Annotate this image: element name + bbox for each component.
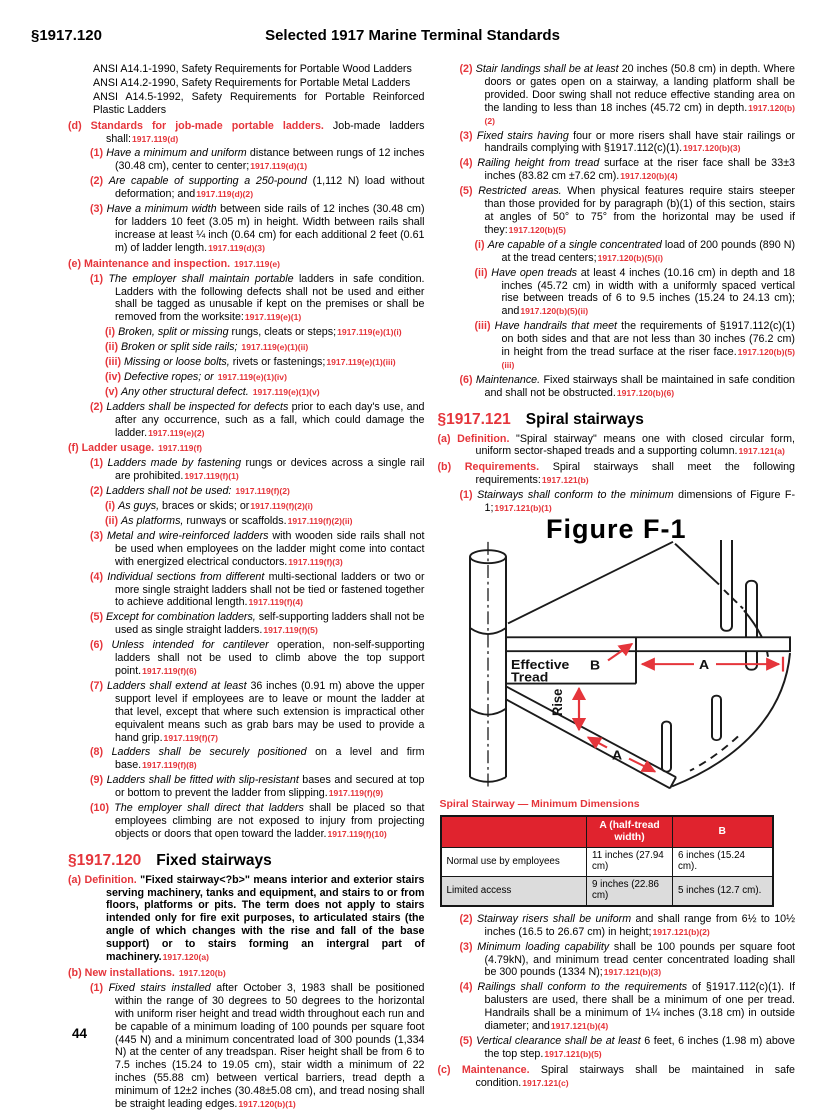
section-title: Spiral stairways	[525, 410, 644, 428]
paragraph-lead: Stair landings shall be at least	[475, 63, 622, 75]
citation-ref: 1917.121(b)(3)	[603, 967, 662, 978]
paragraph-lead: As platforms,	[121, 515, 187, 527]
paragraph-heading: New installations.	[84, 967, 178, 979]
citation-ref: 1917.120(b)(4)	[620, 171, 678, 182]
paragraph-text: Fixed stairways shall be maintained in safe condition and shall not be obstructed.	[484, 373, 795, 399]
section-heading	[437, 410, 796, 428]
citation-ref: 1917.121(b)(5)	[544, 1048, 602, 1059]
citation-ref: 1917.119(f)(5)	[263, 625, 318, 636]
paragraph-text: and shall range from 6½ to 10½ inches (16.5 to 26.67 cm) in height;	[484, 912, 795, 938]
paragraph-label: (b)	[437, 461, 465, 474]
paragraph-lead: Metal and wire-reinforced ladders	[107, 529, 273, 542]
paragraph-lead: As guys,	[118, 500, 163, 513]
paragraph	[90, 774, 425, 800]
paragraph-text: the requirements of §1917.112(c)(1) on both sides and that are not less than 30 inches (76.2 cm) in height from the tread surface at the riser face.	[501, 320, 795, 359]
paragraph-label: (4)	[459, 981, 478, 994]
paragraph-label: (10)	[90, 802, 115, 815]
paragraph-lead: Ladders shall be fitted with slip-resistant	[106, 774, 303, 787]
paragraph-label: (ii)	[474, 266, 492, 279]
paragraph-text: rungs or devices across a single rail are prohibited.	[115, 457, 425, 483]
paragraph-label: (i)	[474, 238, 488, 251]
paragraph	[90, 485, 425, 498]
citation-ref: 1917.120(b)(3)	[683, 143, 741, 154]
paragraph-lead: Stairway risers shall be uniform	[476, 912, 636, 925]
paragraph	[68, 120, 425, 146]
right-column-bottom-paragraphs	[438, 913, 796, 1090]
paragraph-lead: Vertical clearance shall be at least	[476, 1034, 645, 1047]
citation-ref: 1917.120(b)	[178, 968, 226, 978]
citation-ref: 1917.119(e)(1)(ii)	[241, 342, 309, 353]
paragraph	[93, 91, 425, 117]
citation-ref: 1917.119(f)(3)	[288, 556, 343, 567]
citation-ref: 1917.120(b)(1)	[238, 1099, 296, 1110]
paragraph-heading: Ladder usage.	[81, 442, 158, 455]
paragraph	[90, 802, 425, 841]
paragraph-lead: Railing height from tread	[477, 157, 605, 170]
paragraph-text: bases and secured at top or bottom to prevent the ladder from slipping.	[115, 774, 425, 800]
paragraph-lead: Fixed stairs having	[476, 129, 574, 142]
paragraph-label: (6)	[90, 639, 112, 652]
paragraph-lead: Have a minimum width	[106, 203, 221, 216]
table-row	[441, 847, 773, 876]
paragraph	[93, 77, 425, 90]
table-cell: 9 inches (22.86 cm)	[587, 876, 673, 906]
table-cell: Normal use by employees	[441, 847, 587, 876]
paragraph-text: at least 4 inches (10.16 cm) in depth and 18 inches (45.72 cm) in width with a uniformly spaced vertical rise between treads of 6 to 9.5 inches (15.24 to 24.13 cm); and	[501, 266, 795, 318]
paragraph-text: ANSI A14.2-1990, Safety Requirements for Portable Metal Ladders	[93, 76, 411, 89]
paragraph-lead: Any other structural defect.	[121, 385, 252, 398]
paragraph-text: ladders in safe condition. Ladders with the following defects shall not be used and either shall be tagged as unusable if kept on the premises or shall be removed from the worksite:	[115, 272, 425, 324]
paragraph	[105, 515, 425, 528]
header-section-ref: §1917.120	[31, 27, 102, 44]
paragraph-text: shall be 100 pounds per square foot (4.79kN), and minimum tread center concentrated loading shall be 300 pounds (1334 N);	[484, 940, 795, 979]
paragraph-label: (e)	[68, 257, 85, 270]
paragraph-label: (d)	[68, 119, 91, 132]
paragraph-lead: Ladders shall extend at least	[106, 679, 251, 692]
citation-ref: 1917.119(f)(7)	[163, 732, 219, 743]
paragraph-label: (iii)	[105, 356, 124, 369]
paragraph-text: (1,112 N) load without deformation; and	[115, 175, 425, 201]
paragraph-label: (7)	[90, 679, 107, 692]
label-effective-tread-line1: Effective	[511, 657, 570, 672]
citation-ref: 1917.120(b)(5)	[508, 224, 566, 235]
citation-ref: 1917.119(f)(9)	[328, 788, 384, 799]
paragraph-text: self-supporting ladders shall not be used as single straight ladders.	[115, 611, 425, 637]
paragraph-heading: Maintenance and inspection.	[84, 257, 234, 270]
paragraph-text: runways or scaffolds.	[186, 515, 287, 527]
paragraph-label: (5)	[459, 1034, 477, 1047]
paragraph	[438, 1064, 796, 1090]
paragraph-lead: Individual sections from different	[107, 570, 269, 583]
label-effective-tread-line2: Tread	[511, 670, 549, 685]
paragraph-lead: The employer shall maintain portable	[108, 272, 299, 285]
table-cell: Limited access	[441, 876, 587, 906]
citation-ref: 1917.120(b)(5)(ii)	[520, 306, 589, 317]
citation-ref: 1917.119(f)(1)	[184, 471, 239, 482]
paragraph-label: (1)	[90, 457, 108, 470]
paragraph-text: dimensions of Figure F-1;	[484, 489, 796, 515]
paragraph	[460, 374, 796, 400]
paragraph-text: on a level and firm base.	[115, 746, 425, 772]
paragraph-label: (2)	[90, 175, 109, 188]
paragraph	[90, 273, 425, 325]
paragraph	[68, 874, 425, 964]
paragraph-label: (i)	[105, 500, 119, 513]
paragraph	[105, 386, 425, 399]
citation-ref: 1917.119(d)	[131, 133, 179, 144]
citation-ref: 1917.119(f)(2)(i)	[250, 501, 313, 512]
paragraph	[90, 746, 425, 772]
header-title: Selected 1917 Marine Terminal Standards	[265, 27, 560, 44]
page-header	[0, 0, 825, 51]
paragraph	[90, 147, 425, 173]
paragraph-label: (1)	[459, 489, 478, 502]
citation-ref: 1917.121(b)(2)	[652, 926, 710, 937]
paragraph-text: multi-sectional ladders or two or more single straight ladders shall not be tied or fastened together to achieve additional length.	[115, 570, 425, 609]
paragraph-text: When physical features require stairs steeper than those provided for by paragraph (b)(1) of this section, stairs at angles of 50° to 75° from the horizontal may be used if they:	[484, 185, 795, 236]
paragraph-lead: Are capable of supporting a 250-pound	[108, 175, 313, 188]
paragraph	[105, 356, 425, 369]
table-cell: 11 inches (27.94 cm)	[587, 847, 673, 876]
table-caption: Spiral Stairway — Minimum Dimensions	[439, 797, 640, 810]
spiral-stairway-diagram	[438, 540, 794, 792]
paragraph-lead: Defective ropes; or	[124, 370, 217, 383]
paragraph	[68, 258, 425, 271]
citation-ref: 1917.121(b)(1)	[494, 503, 552, 514]
citation-ref: 1917.120(b)(5)(iii)	[501, 347, 795, 370]
table-header-blank	[441, 816, 587, 848]
paragraph	[460, 130, 796, 156]
citation-ref: 1917.119(f)	[158, 443, 203, 454]
table-header-b: B	[673, 816, 773, 848]
paragraph-label: (3)	[459, 940, 478, 953]
paragraph	[475, 239, 796, 265]
paragraph-text: "Spiral stairway" means one with closed circular form, uniform sector-shaped treads and a supporting column.	[475, 432, 795, 458]
paragraph-label: (2)	[459, 912, 477, 925]
paragraph	[90, 175, 425, 201]
paragraph-text: ANSI A14.1-1990, Safety Requirements for Portable Wood Ladders	[93, 63, 412, 75]
citation-ref: 1917.119(e)(1)(iii)	[326, 357, 396, 368]
paragraph	[438, 433, 796, 459]
paragraph	[90, 680, 425, 745]
citation-ref: 1917.119(f)(2)	[235, 486, 290, 497]
paragraph-lead: Ladders shall be inspected for defects	[106, 400, 292, 413]
paragraph-lead: Have a minimum and uniform	[106, 147, 250, 160]
paragraph-heading: Definition.	[457, 432, 517, 445]
paragraph-lead: Ladders shall be securely positioned	[111, 746, 316, 759]
paragraph-text: after October 3, 1983 shall be positioned within the range of 30 degrees to 50 degrees to the horizontal with uniform riser height and tread width throughout each run and be capable of a minimum loading of 100 pounds per square foot (445 N) and a minimum concentrated load of 300 pounds (1,334 N) at the center of any treadspan. Riser height shall be from 6 to 7.5 inches (15.24 to 19.05 cm), stair width a minimum of 22 inches (55.88 cm) between vertical barriers, tread depth a minimum of 12±2 inches (30.48±5.08 cm), and tread nosing shall be straight leading edges.	[115, 981, 425, 1111]
paragraph-lead: Ladders shall not be used:	[106, 485, 235, 498]
paragraph	[475, 320, 796, 372]
paragraph-text: ANSI A14.5-1992, Safety Requirements for Portable Reinforced Plastic Ladders	[93, 90, 425, 116]
citation-ref: 1917.119(e)(1)(v)	[252, 386, 320, 397]
table-cell: 6 inches (15.24 cm).	[673, 847, 773, 876]
citation-ref: 1917.121(a)	[738, 446, 785, 457]
citation-ref: 1917.120(b)(5)(i)	[597, 252, 663, 263]
paragraph-label: (ii)	[105, 341, 122, 354]
paragraph	[105, 500, 425, 513]
paragraph-label: (3)	[90, 529, 107, 542]
label-rise: Rise	[549, 688, 566, 716]
citation-ref: 1917.119(e)(1)(i)	[337, 327, 402, 338]
paragraph-heading: Standards for job-made portable ladders.	[90, 119, 333, 132]
citation-ref: 1917.119(f)(2)(ii)	[287, 516, 353, 526]
paragraph-label: (b)	[68, 967, 85, 979]
section-heading	[68, 851, 425, 869]
paragraph-label: (2)	[90, 485, 107, 498]
paragraph	[68, 442, 425, 455]
figure-f1	[438, 514, 796, 792]
section-title: Fixed stairways	[156, 851, 272, 869]
paragraph	[438, 461, 796, 487]
paragraph	[90, 982, 425, 1111]
citation-ref: 1917.119(d)(1)	[250, 161, 308, 172]
paragraph-label: (v)	[105, 385, 122, 398]
citation-ref: 1917.119(e)(1)(iv)	[217, 371, 287, 382]
paragraph-text: Spiral stairways shall meet the following requirements:	[475, 461, 795, 487]
paragraph-label: (iv)	[105, 370, 125, 383]
paragraph	[90, 639, 425, 678]
paragraph-text: rungs, cleats or steps;	[231, 326, 337, 339]
left-column	[68, 63, 425, 1113]
paragraph-label: (1)	[90, 981, 109, 994]
paragraph-text: Job-made ladders shall:	[106, 119, 425, 145]
right-column-top-paragraphs	[438, 63, 796, 515]
paragraph-label: (2)	[459, 63, 476, 75]
paragraph-text: surface at the riser face shall be 33±3 inches (83.82 cm ±7.62 cm).	[484, 157, 796, 183]
paragraph-lead: Are capable of a single concentrated	[487, 238, 665, 251]
paragraph	[90, 457, 425, 483]
label-a-top: A	[699, 657, 710, 672]
paragraph	[90, 571, 425, 610]
paragraph-label: (ii)	[105, 515, 122, 527]
paragraph-label: (8)	[90, 746, 112, 759]
paragraph-text: operation, non-self-supporting ladders shall not be used to climb above the top support point.	[115, 639, 425, 677]
paragraph-text: 20 inches (50.8 cm) in depth. Where doors or gates open on a stairway, a landing platform shall be provided. Door swing shall not reduce effective standing area on the landing to less than 18 inches (45.72 cm) in depth.	[484, 63, 795, 114]
paragraph-label: (3)	[90, 203, 107, 216]
paragraph	[460, 63, 796, 128]
paragraph-text: with wooden side rails shall not be used when employees on the ladder might come into contact with energized electrical conductors.	[115, 529, 425, 568]
table-cell: 5 inches (12.7 cm).	[673, 876, 773, 906]
paragraph-label: (5)	[459, 185, 479, 198]
paragraph	[90, 611, 425, 637]
paragraph-label: (a)	[437, 432, 458, 445]
paragraph-label: (i)	[105, 326, 119, 339]
paragraph-lead: Railings shall conform to the requirements	[477, 981, 693, 994]
paragraph-lead: Fixed stairs installed	[108, 981, 217, 994]
paragraph-label: (a)	[68, 873, 85, 886]
label-b: B	[590, 658, 601, 673]
paragraph-heading: Maintenance.	[461, 1063, 541, 1076]
citation-ref: 1917.121(b)	[541, 475, 589, 486]
citation-ref: 1917.120(a)	[162, 952, 209, 963]
citation-ref: 1917.119(e)	[234, 258, 280, 269]
paragraph-text: 36 inches (0.91 m) above the upper support level if employees are to leave or mount the ladder at that level, except that where such extension is impractical other equivalent means such as grab bars may be used to provide a hand grip.	[115, 679, 425, 744]
citation-ref: 1917.119(f)(6)	[142, 665, 197, 676]
paragraph	[68, 967, 425, 980]
paragraph-label: (c)	[437, 1063, 462, 1076]
label-a-diagonal: A	[612, 747, 623, 763]
paragraph-text: prior to each day's use, and after any occurrence, such as a fall, which could damage the ladder.	[115, 400, 425, 439]
citation-ref: 1917.119(e)(1)	[244, 312, 302, 323]
paragraph-label: (4)	[90, 570, 108, 583]
paragraph-text: rivets or fastenings;	[232, 356, 326, 369]
paragraph-heading: Definition.	[84, 873, 141, 886]
citation-ref: 1917.119(d)(2)	[196, 189, 254, 200]
diagram-dimension-arrows	[579, 644, 783, 772]
paragraph	[460, 941, 796, 980]
paragraph-text: of §1917.112(c)(1). If balusters are used, there shall be a minimum of one per tread. Handrails shall be a minimum of 1¼ inches (3.18 cm) in outside diameter; and	[484, 981, 796, 1033]
paragraph-lead: Maintenance.	[475, 373, 544, 386]
paragraph-text: load of 200 pounds (890 N) at the tread centers;	[501, 238, 796, 264]
paragraph-lead: Missing or loose bolts,	[124, 356, 233, 369]
paragraph	[460, 913, 796, 939]
paragraph-text: braces or skids; or	[162, 500, 250, 513]
paragraph-lead: Have handrails that meet	[494, 320, 622, 333]
paragraph	[460, 185, 796, 237]
paragraph-lead: Broken or split side rails;	[121, 341, 241, 354]
paragraph-label: (5)	[90, 611, 107, 624]
paragraph-label: (f)	[68, 442, 82, 455]
paragraph	[105, 326, 425, 339]
paragraph	[460, 981, 796, 1033]
citation-ref: 1917.119(f)(4)	[248, 597, 303, 608]
paragraph-label: (iii)	[474, 320, 495, 333]
table-row	[441, 876, 773, 906]
spiral-dimensions-table	[440, 815, 774, 907]
citation-ref: 1917.119(f)(8)	[142, 760, 197, 771]
paragraph-text: distance between rungs of 12 inches (30.48 cm), center to center;	[115, 147, 425, 173]
paragraph-lead: The employer shall direct that ladders	[114, 802, 310, 815]
paragraph	[460, 157, 796, 183]
paragraph-lead: Minimum loading capability	[477, 940, 614, 953]
paragraph	[90, 401, 425, 440]
paragraph-label: (9)	[90, 774, 107, 787]
paragraph-label: (1)	[90, 272, 109, 285]
table-header-row	[441, 816, 773, 848]
paragraph-lead: Except for combination ladders,	[106, 611, 259, 624]
paragraph	[105, 371, 425, 384]
table-header-a: A (half-tread width)	[587, 816, 673, 848]
paragraph-heading: Requirements.	[464, 461, 553, 474]
citation-ref: 1917.120(b)(2)	[484, 102, 795, 126]
paragraph-lead: Restricted areas.	[478, 185, 568, 198]
paragraph	[460, 1035, 796, 1061]
paragraph-text: Spiral stairways shall be maintained in safe condition.	[475, 1063, 795, 1089]
paragraph	[93, 63, 425, 76]
page-number: 44	[72, 1026, 88, 1041]
paragraph-lead: Broken, split or missing	[118, 326, 232, 339]
citation-ref: 1917.121(c)	[522, 1077, 569, 1088]
citation-ref: 1917.120(b)(6)	[616, 387, 675, 398]
table-body	[441, 847, 773, 906]
paragraph-label: (4)	[459, 157, 478, 170]
paragraph	[460, 489, 796, 515]
paragraph	[105, 341, 425, 354]
paragraph-label: (2)	[90, 400, 107, 413]
paragraph-text: four or more risers shall have stair railings or handrails complying with §1917.112(c)(1).	[484, 129, 795, 155]
section-ref: §1917.120	[68, 851, 142, 869]
paragraph-label: (6)	[459, 373, 476, 386]
paragraph	[90, 203, 425, 255]
paragraph-lead: Have open treads	[491, 266, 581, 279]
section-ref: §1917.121	[437, 410, 511, 428]
paragraph-label: (1)	[90, 147, 107, 160]
paragraph-label: (3)	[459, 129, 477, 142]
right-column	[438, 63, 796, 1113]
paragraph-text: shall be placed so that employees climbing are not exposed to injury from projecting objects or doors that open toward the ladder.	[115, 802, 425, 840]
paragraph	[90, 530, 425, 569]
citation-ref: 1917.121(b)(4)	[550, 1021, 609, 1032]
citation-ref: 1917.119(d)(3)	[208, 242, 265, 253]
figure-title: Figure F-1	[545, 514, 687, 544]
paragraph	[475, 267, 796, 319]
page-content	[0, 63, 825, 1113]
paragraph-text: 6 feet, 6 inches (1.98 m) above the top step.	[484, 1034, 795, 1060]
citation-ref: 1917.119(f)(10)	[327, 828, 387, 839]
paragraph-text: "Fixed stairway<?b>" means interior and exterior stairs serving machinery, tanks and equipment, and stairs to or from floors, platforms or pits. The term does not apply to stairs intended only for fire exit purposes, to articulated stairs (the angle of which changes with the rise and fall of the base support) or to stairs forming an intergral part of machinery.	[106, 873, 425, 964]
citation-ref: 1917.119(e)(2)	[148, 427, 205, 438]
paragraph-lead: Stairways shall conform to the minimum	[477, 489, 679, 502]
paragraph-text: between side rails of 12 inches (30.48 cm) for ladders 10 feet (3.05 m) in height. Width between rails shall increase at least ¼ inch (0.64 cm) for each additional 2 feet (0.61 m) of ladder length.	[115, 203, 425, 254]
paragraph-lead: Ladders made by fastening	[107, 457, 246, 470]
paragraph-lead: Unless intended for cantilever	[111, 639, 278, 652]
